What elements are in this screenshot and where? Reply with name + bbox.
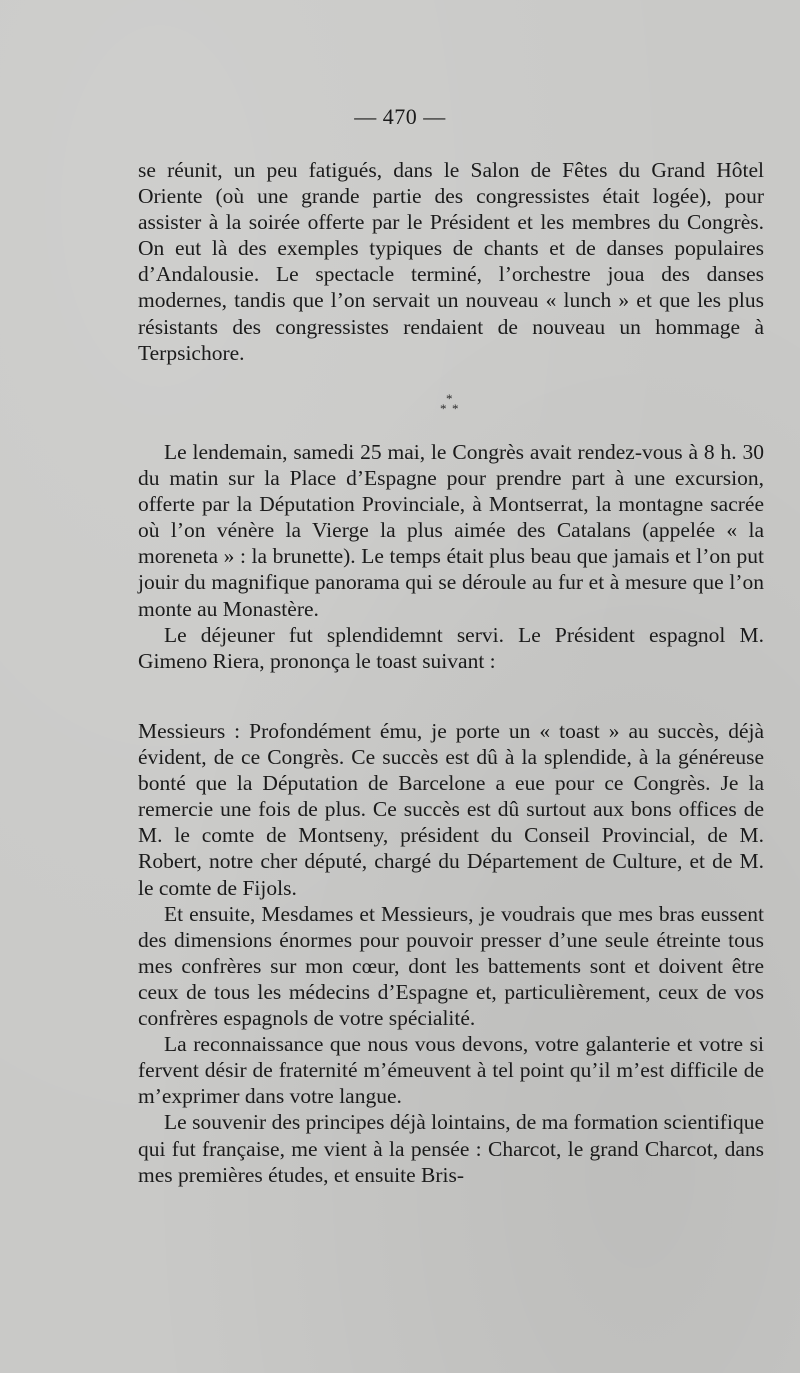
paragraph-toast-charcot: Le souvenir des principes déjà lointains, de ma formation scientifique qui fut française, me vient à la pensée : Charcot, le grand Charcot, dans mes premières études, et ensuite Bris- bbox=[138, 1110, 764, 1187]
paragraph-lunch-toast-intro: Le déjeuner fut splendidemnt servi. Le Président espagnol M. Gimeno Riera, prononça le toast suivant : bbox=[138, 622, 764, 673]
text-block-toast-speech bbox=[138, 718, 764, 1188]
paragraph-montserrat-excursion: Le lendemain, samedi 25 mai, le Congrès avait rendez-vous à 8 h. 30 du matin sur la Place d’Espagne pour prendre part à une excursion, offerte par la Députation Provinciale, à Montserrat, la montagne sacrée où l’on vénère la Vierge la plus aimée des Catalans (appelée « la moreneta » : la brunette). Le temps était plus beau que jamais et l’on put jouir du magnifique panorama qui se déroule au fur et à mesure que l’on monte au Monastère. bbox=[138, 440, 764, 621]
asterism-star-icon: * bbox=[446, 391, 453, 406]
asterism-star-icon: * bbox=[452, 401, 459, 416]
paragraph-toast-embrace: Et ensuite, Mesdames et Messieurs, je voudrais que mes bras eussent des dimensions énormes pour pouvoir presser d’une seule étreinte tous mes confrères sur mon cœur, dont les battements sont et doivent être ceux de tous les médecins d’Espagne et, particulièrement, ceux de vos confrères espagnols de votre spécialité. bbox=[138, 901, 764, 1031]
paragraph-salon-evening: se réunit, un peu fatigués, dans le Salon de Fêtes du Grand Hôtel Oriente (où une grande partie des congressistes était logée), pour assister à la soirée offerte par le Président et les membres du Congrès. On eut là des exemples typiques de chants et de danses populaires d’Andalousie. Le spectacle terminé, l’orchestre joua des danses modernes, tandis que l’on servait un nouveau « lunch » et que les plus résistants des congressistes rendaient de nouveau un hommage à Terpsichore. bbox=[138, 158, 764, 365]
text-block-excursion bbox=[138, 439, 764, 674]
asterism-section-break bbox=[438, 392, 466, 418]
text-block-evening bbox=[138, 157, 764, 366]
paragraph-toast-messieurs: Messieurs : Profondément ému, je porte un « toast » au succès, déjà évident, de ce Congrès. Ce succès est dû à la splendide, à la généreuse bonté que la Députation de Barcelone a eue pour ce Congrès. Je la remercie une fois de plus. Ce succès est dû surtout aux bons offices de M. le comte de Montseny, président du Conseil Provincial, de M. Robert, notre cher député, chargé du Département de Culture, et de M. le comte de Fijols. bbox=[138, 719, 764, 900]
page-number: — 470 — bbox=[354, 104, 446, 129]
paragraph-toast-gratitude: La reconnaissance que nous vous devons, votre galanterie et votre si fervent désir de fraternité m’émeuvent à tel point qu’il m’est difficile de m’exprimer dans votre langue. bbox=[138, 1032, 764, 1109]
asterism-star-icon: * bbox=[440, 401, 447, 416]
